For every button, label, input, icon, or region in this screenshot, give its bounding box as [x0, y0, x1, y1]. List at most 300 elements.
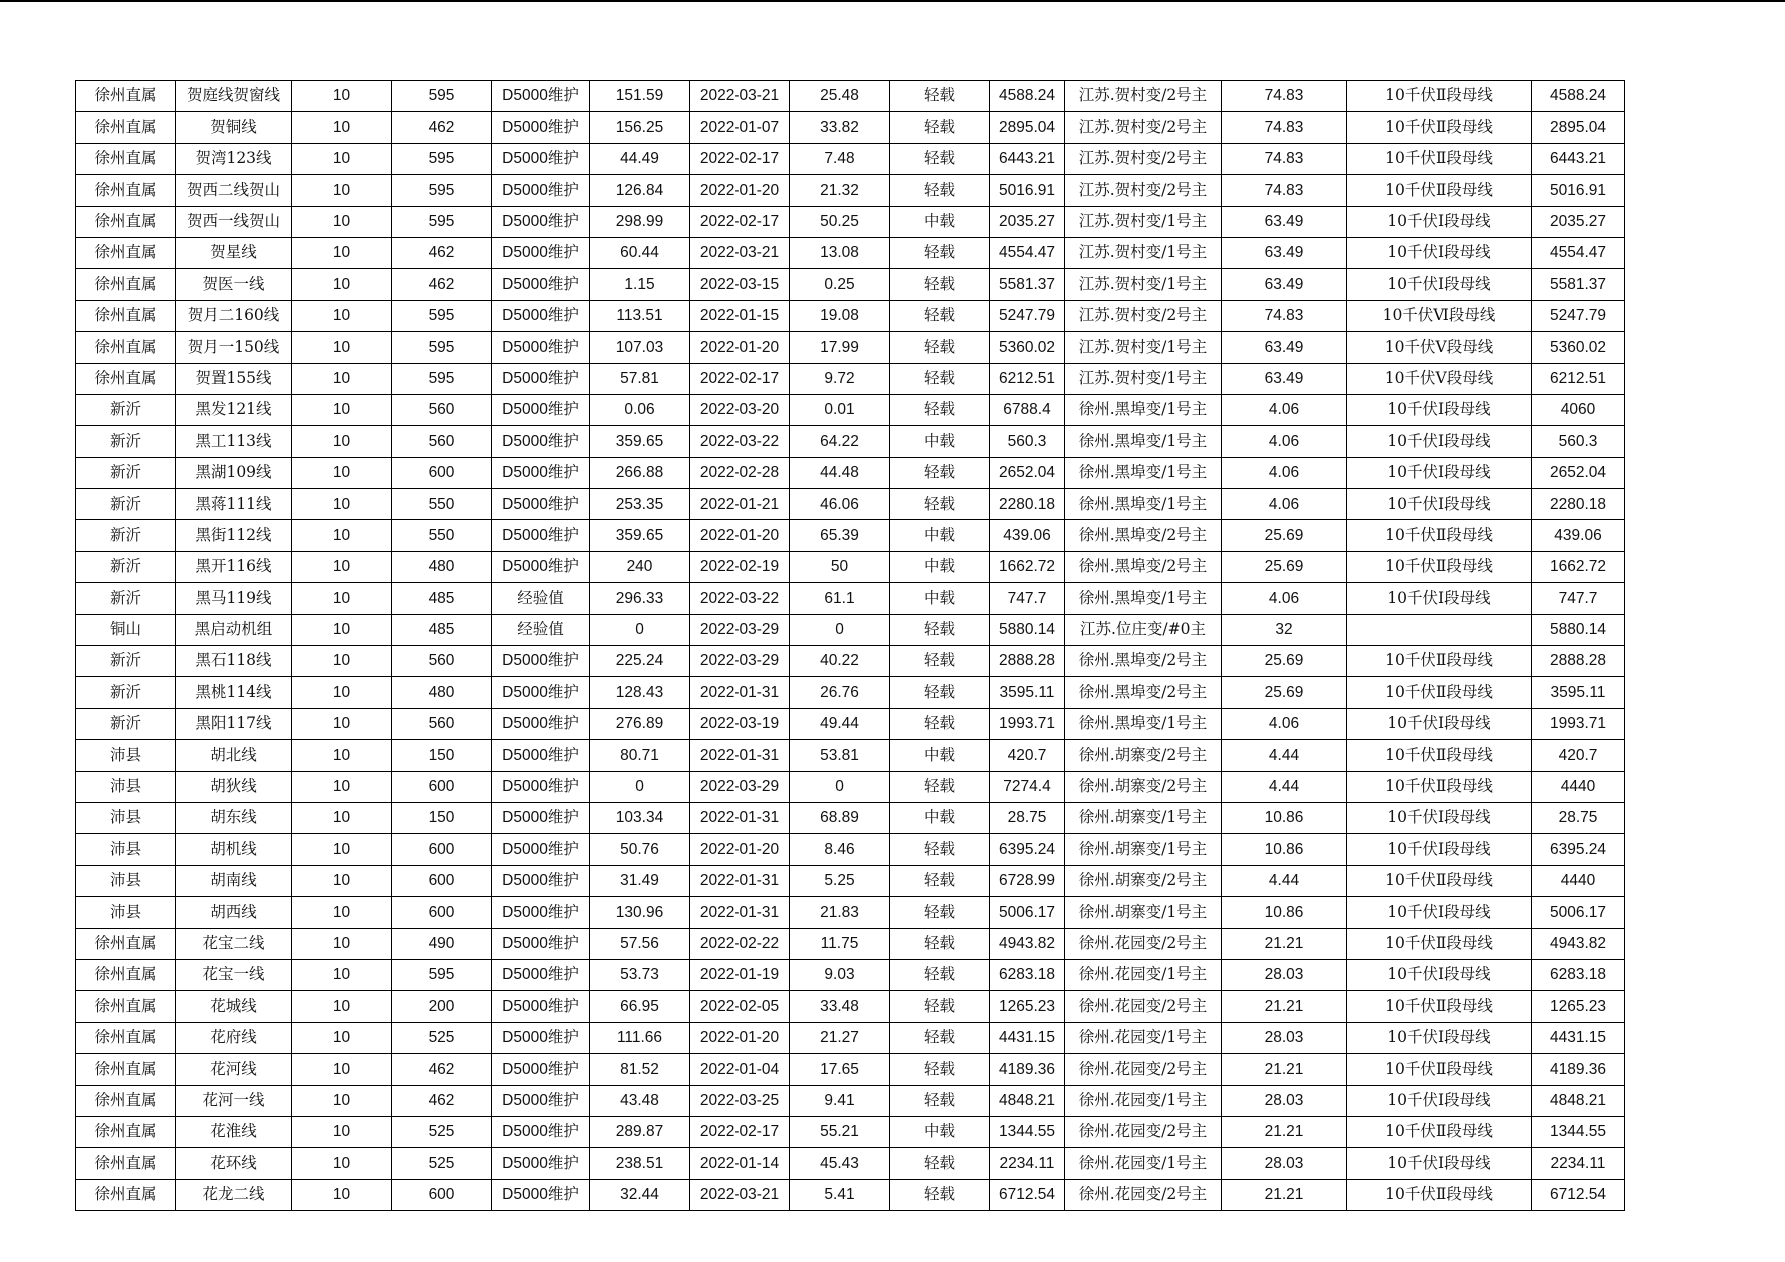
capacity-cell: 595 [392, 206, 492, 237]
bus-cell: 10千伏Ⅰ段母线 [1347, 802, 1532, 833]
load-level-cell: 轻载 [890, 1054, 990, 1085]
margin-cell: 4848.21 [990, 1085, 1065, 1116]
line-name-cell: 黑街112线 [176, 520, 292, 551]
capacity-cell: 600 [392, 834, 492, 865]
capacity-cell: 462 [392, 237, 492, 268]
load-level-cell: 中载 [890, 740, 990, 771]
available-cell: 4189.36 [1532, 1054, 1625, 1085]
capacity-cell: 525 [392, 1148, 492, 1179]
line-name-cell: 贺铜线 [176, 112, 292, 143]
voltage-cell: 10 [292, 646, 392, 677]
date-cell: 2022-01-14 [690, 1148, 790, 1179]
margin-cell: 6212.51 [990, 363, 1065, 394]
date-cell: 2022-02-17 [690, 1116, 790, 1147]
load-level-cell: 中载 [890, 426, 990, 457]
voltage-cell: 10 [292, 237, 392, 268]
load-rate-cell: 21.27 [790, 1022, 890, 1053]
substation-cell: 徐州.花园变/2号主 [1065, 1179, 1222, 1210]
voltage-cell: 10 [292, 708, 392, 739]
current-cell: 1.15 [590, 269, 690, 300]
capacity-cell: 150 [392, 740, 492, 771]
available-cell: 4943.82 [1532, 928, 1625, 959]
voltage-cell: 10 [292, 959, 392, 990]
bus-cell: 10千伏Ⅰ段母线 [1347, 457, 1532, 488]
margin-cell: 1344.55 [990, 1116, 1065, 1147]
transformer-load-cell: 28.03 [1222, 1148, 1347, 1179]
margin-cell: 5247.79 [990, 300, 1065, 331]
org-cell: 新沂 [76, 394, 176, 425]
current-cell: 43.48 [590, 1085, 690, 1116]
margin-cell: 7274.4 [990, 771, 1065, 802]
current-cell: 225.24 [590, 646, 690, 677]
load-level-cell: 轻载 [890, 363, 990, 394]
bus-cell: 10千伏Ⅱ段母线 [1347, 1179, 1532, 1210]
capacity-cell: 485 [392, 614, 492, 645]
substation-cell: 徐州.黑埠变/1号主 [1065, 708, 1222, 739]
bus-cell: 10千伏Ⅱ段母线 [1347, 551, 1532, 582]
available-cell: 6283.18 [1532, 959, 1625, 990]
available-cell: 1344.55 [1532, 1116, 1625, 1147]
available-cell: 2888.28 [1532, 646, 1625, 677]
available-cell: 6443.21 [1532, 143, 1625, 174]
line-name-cell: 黑发121线 [176, 394, 292, 425]
current-cell: 128.43 [590, 677, 690, 708]
current-cell: 60.44 [590, 237, 690, 268]
table-row [76, 1179, 1625, 1210]
table-row [76, 614, 1625, 645]
bus-cell: 10千伏Ⅰ段母线 [1347, 426, 1532, 457]
margin-cell: 3595.11 [990, 677, 1065, 708]
load-rate-cell: 0.01 [790, 394, 890, 425]
load-rate-cell: 13.08 [790, 237, 890, 268]
date-cell: 2022-01-31 [690, 897, 790, 928]
voltage-cell: 10 [292, 1116, 392, 1147]
table-row [76, 865, 1625, 896]
org-cell: 徐州直属 [76, 237, 176, 268]
table-row [76, 928, 1625, 959]
current-cell: 298.99 [590, 206, 690, 237]
date-cell: 2022-03-29 [690, 646, 790, 677]
line-name-cell: 贺庭线贺窗线 [176, 81, 292, 112]
capacity-cell: 595 [392, 363, 492, 394]
load-rate-cell: 68.89 [790, 802, 890, 833]
org-cell: 新沂 [76, 551, 176, 582]
load-rate-cell: 25.48 [790, 81, 890, 112]
line-name-cell: 胡南线 [176, 865, 292, 896]
date-cell: 2022-03-21 [690, 1179, 790, 1210]
voltage-cell: 10 [292, 834, 392, 865]
load-level-cell: 轻载 [890, 175, 990, 206]
org-cell: 徐州直属 [76, 332, 176, 363]
load-level-cell: 轻载 [890, 300, 990, 331]
transformer-load-cell: 21.21 [1222, 1054, 1347, 1085]
bus-cell: 10千伏Ⅱ段母线 [1347, 646, 1532, 677]
bus-cell: 10千伏Ⅵ段母线 [1347, 300, 1532, 331]
date-cell: 2022-01-19 [690, 959, 790, 990]
capacity-cell: 490 [392, 928, 492, 959]
org-cell: 新沂 [76, 457, 176, 488]
available-cell: 4440 [1532, 771, 1625, 802]
voltage-cell: 10 [292, 81, 392, 112]
line-name-cell: 花淮线 [176, 1116, 292, 1147]
transformer-load-cell: 74.83 [1222, 143, 1347, 174]
method-cell: D5000维护 [492, 646, 590, 677]
load-rate-cell: 53.81 [790, 740, 890, 771]
available-cell: 2895.04 [1532, 112, 1625, 143]
transformer-load-cell: 63.49 [1222, 332, 1347, 363]
method-cell: D5000维护 [492, 991, 590, 1022]
org-cell: 徐州直属 [76, 143, 176, 174]
current-cell: 151.59 [590, 81, 690, 112]
voltage-cell: 10 [292, 740, 392, 771]
voltage-cell: 10 [292, 614, 392, 645]
line-name-cell: 贺湾123线 [176, 143, 292, 174]
current-cell: 44.49 [590, 143, 690, 174]
table-row [76, 394, 1625, 425]
margin-cell: 2035.27 [990, 206, 1065, 237]
load-level-cell: 轻载 [890, 237, 990, 268]
method-cell: D5000维护 [492, 677, 590, 708]
substation-cell: 徐州.胡寨变/1号主 [1065, 802, 1222, 833]
load-rate-cell: 9.41 [790, 1085, 890, 1116]
substation-cell: 江苏.贺村变/2号主 [1065, 112, 1222, 143]
load-rate-cell: 21.32 [790, 175, 890, 206]
date-cell: 2022-03-22 [690, 426, 790, 457]
available-cell: 5581.37 [1532, 269, 1625, 300]
org-cell: 新沂 [76, 583, 176, 614]
table-row [76, 489, 1625, 520]
load-rate-cell: 5.25 [790, 865, 890, 896]
capacity-cell: 560 [392, 646, 492, 677]
bus-cell: 10千伏Ⅱ段母线 [1347, 1116, 1532, 1147]
transformer-load-cell: 74.83 [1222, 81, 1347, 112]
bus-cell: 10千伏Ⅱ段母线 [1347, 175, 1532, 206]
transformer-load-cell: 4.06 [1222, 457, 1347, 488]
margin-cell: 6283.18 [990, 959, 1065, 990]
margin-cell: 747.7 [990, 583, 1065, 614]
method-cell: D5000维护 [492, 394, 590, 425]
table-row [76, 771, 1625, 802]
transformer-load-cell: 10.86 [1222, 834, 1347, 865]
date-cell: 2022-03-21 [690, 237, 790, 268]
load-rate-cell: 9.72 [790, 363, 890, 394]
substation-cell: 徐州.胡寨变/2号主 [1065, 771, 1222, 802]
current-cell: 156.25 [590, 112, 690, 143]
method-cell: D5000维护 [492, 1179, 590, 1210]
load-rate-cell: 33.82 [790, 112, 890, 143]
date-cell: 2022-01-31 [690, 865, 790, 896]
current-cell: 126.84 [590, 175, 690, 206]
method-cell: D5000维护 [492, 1116, 590, 1147]
table-row [76, 583, 1625, 614]
current-cell: 359.65 [590, 520, 690, 551]
bus-cell: 10千伏Ⅱ段母线 [1347, 865, 1532, 896]
table-row [76, 991, 1625, 1022]
transformer-load-cell: 28.03 [1222, 1085, 1347, 1116]
table-row [76, 206, 1625, 237]
line-name-cell: 贺医一线 [176, 269, 292, 300]
bus-cell: 10千伏Ⅰ段母线 [1347, 394, 1532, 425]
date-cell: 2022-01-20 [690, 520, 790, 551]
substation-cell: 徐州.花园变/2号主 [1065, 928, 1222, 959]
line-name-cell: 黑马119线 [176, 583, 292, 614]
date-cell: 2022-02-17 [690, 206, 790, 237]
substation-cell: 徐州.黑埠变/1号主 [1065, 583, 1222, 614]
bus-cell: 10千伏Ⅰ段母线 [1347, 206, 1532, 237]
load-level-cell: 轻载 [890, 991, 990, 1022]
date-cell: 2022-01-31 [690, 677, 790, 708]
substation-cell: 徐州.花园变/1号主 [1065, 1022, 1222, 1053]
org-cell: 徐州直属 [76, 1179, 176, 1210]
margin-cell: 1993.71 [990, 708, 1065, 739]
margin-cell: 1662.72 [990, 551, 1065, 582]
load-level-cell: 轻载 [890, 959, 990, 990]
load-rate-cell: 11.75 [790, 928, 890, 959]
org-cell: 新沂 [76, 646, 176, 677]
bus-cell: 10千伏Ⅰ段母线 [1347, 897, 1532, 928]
method-cell: D5000维护 [492, 457, 590, 488]
method-cell: D5000维护 [492, 1085, 590, 1116]
current-cell: 0 [590, 771, 690, 802]
date-cell: 2022-02-19 [690, 551, 790, 582]
current-cell: 31.49 [590, 865, 690, 896]
table-row [76, 1022, 1625, 1053]
capacity-cell: 462 [392, 1054, 492, 1085]
bus-cell: 10千伏Ⅴ段母线 [1347, 332, 1532, 363]
method-cell: D5000维护 [492, 802, 590, 833]
capacity-cell: 480 [392, 677, 492, 708]
load-rate-cell: 21.83 [790, 897, 890, 928]
bus-cell: 10千伏Ⅱ段母线 [1347, 81, 1532, 112]
bus-cell: 10千伏Ⅱ段母线 [1347, 143, 1532, 174]
date-cell: 2022-02-22 [690, 928, 790, 959]
load-rate-cell: 17.99 [790, 332, 890, 363]
current-cell: 57.81 [590, 363, 690, 394]
line-name-cell: 花河一线 [176, 1085, 292, 1116]
line-name-cell: 贺星线 [176, 237, 292, 268]
date-cell: 2022-03-20 [690, 394, 790, 425]
substation-cell: 江苏.贺村变/2号主 [1065, 300, 1222, 331]
org-cell: 徐州直属 [76, 928, 176, 959]
margin-cell: 1265.23 [990, 991, 1065, 1022]
load-level-cell: 轻载 [890, 394, 990, 425]
transformer-load-cell: 74.83 [1222, 112, 1347, 143]
available-cell: 6395.24 [1532, 834, 1625, 865]
transformer-load-cell: 32 [1222, 614, 1347, 645]
org-cell: 新沂 [76, 677, 176, 708]
margin-cell: 560.3 [990, 426, 1065, 457]
margin-cell: 2280.18 [990, 489, 1065, 520]
transformer-load-cell: 63.49 [1222, 206, 1347, 237]
margin-cell: 2895.04 [990, 112, 1065, 143]
method-cell: D5000维护 [492, 1148, 590, 1179]
bus-cell: 10千伏Ⅱ段母线 [1347, 677, 1532, 708]
method-cell: D5000维护 [492, 300, 590, 331]
margin-cell: 4431.15 [990, 1022, 1065, 1053]
load-level-cell: 中载 [890, 520, 990, 551]
load-level-cell: 轻载 [890, 771, 990, 802]
load-rate-cell: 0 [790, 771, 890, 802]
table-row [76, 363, 1625, 394]
load-level-cell: 轻载 [890, 269, 990, 300]
margin-cell: 2234.11 [990, 1148, 1065, 1179]
method-cell: D5000维护 [492, 865, 590, 896]
line-name-cell: 黑湖109线 [176, 457, 292, 488]
table-body [76, 81, 1625, 1211]
current-cell: 240 [590, 551, 690, 582]
margin-cell: 4554.47 [990, 237, 1065, 268]
line-name-cell: 花环线 [176, 1148, 292, 1179]
date-cell: 2022-01-04 [690, 1054, 790, 1085]
capacity-cell: 600 [392, 457, 492, 488]
transformer-load-cell: 21.21 [1222, 1116, 1347, 1147]
table-row [76, 646, 1625, 677]
date-cell: 2022-02-17 [690, 143, 790, 174]
available-cell: 5016.91 [1532, 175, 1625, 206]
date-cell: 2022-01-31 [690, 802, 790, 833]
load-rate-cell: 65.39 [790, 520, 890, 551]
capacity-cell: 600 [392, 865, 492, 896]
org-cell: 新沂 [76, 520, 176, 551]
org-cell: 徐州直属 [76, 991, 176, 1022]
capacity-cell: 200 [392, 991, 492, 1022]
load-rate-cell: 45.43 [790, 1148, 890, 1179]
line-name-cell: 黑阳117线 [176, 708, 292, 739]
load-rate-cell: 0.25 [790, 269, 890, 300]
transformer-load-cell: 28.03 [1222, 1022, 1347, 1053]
method-cell: D5000维护 [492, 269, 590, 300]
transformer-load-cell: 63.49 [1222, 269, 1347, 300]
margin-cell: 28.75 [990, 802, 1065, 833]
available-cell: 4588.24 [1532, 81, 1625, 112]
date-cell: 2022-01-07 [690, 112, 790, 143]
substation-cell: 江苏.贺村变/2号主 [1065, 143, 1222, 174]
load-level-cell: 中载 [890, 802, 990, 833]
date-cell: 2022-03-29 [690, 771, 790, 802]
method-cell: D5000维护 [492, 143, 590, 174]
transformer-load-cell: 25.69 [1222, 520, 1347, 551]
available-cell: 5247.79 [1532, 300, 1625, 331]
voltage-cell: 10 [292, 802, 392, 833]
capacity-cell: 525 [392, 1116, 492, 1147]
line-name-cell: 花城线 [176, 991, 292, 1022]
substation-cell: 徐州.黑埠变/2号主 [1065, 520, 1222, 551]
substation-cell: 江苏.位庄变/#0主 [1065, 614, 1222, 645]
margin-cell: 5016.91 [990, 175, 1065, 206]
margin-cell: 6712.54 [990, 1179, 1065, 1210]
transformer-load-cell: 21.21 [1222, 991, 1347, 1022]
org-cell: 徐州直属 [76, 1116, 176, 1147]
margin-cell: 2888.28 [990, 646, 1065, 677]
current-cell: 276.89 [590, 708, 690, 739]
table-row [76, 269, 1625, 300]
current-cell: 80.71 [590, 740, 690, 771]
load-level-cell: 轻载 [890, 865, 990, 896]
data-table [75, 80, 1625, 1211]
table-row [76, 740, 1625, 771]
bus-cell: 10千伏Ⅰ段母线 [1347, 959, 1532, 990]
available-cell: 5006.17 [1532, 897, 1625, 928]
table-row [76, 426, 1625, 457]
method-cell: D5000维护 [492, 489, 590, 520]
available-cell: 2652.04 [1532, 457, 1625, 488]
load-rate-cell: 61.1 [790, 583, 890, 614]
table-row [76, 959, 1625, 990]
method-cell: D5000维护 [492, 740, 590, 771]
transformer-load-cell: 4.06 [1222, 583, 1347, 614]
date-cell: 2022-01-15 [690, 300, 790, 331]
voltage-cell: 10 [292, 583, 392, 614]
table-row [76, 1148, 1625, 1179]
table-row [76, 332, 1625, 363]
load-level-cell: 轻载 [890, 897, 990, 928]
org-cell: 徐州直属 [76, 1085, 176, 1116]
line-name-cell: 胡东线 [176, 802, 292, 833]
available-cell: 2280.18 [1532, 489, 1625, 520]
capacity-cell: 550 [392, 489, 492, 520]
voltage-cell: 10 [292, 269, 392, 300]
date-cell: 2022-01-31 [690, 740, 790, 771]
load-rate-cell: 9.03 [790, 959, 890, 990]
bus-cell: 10千伏Ⅰ段母线 [1347, 708, 1532, 739]
load-rate-cell: 49.44 [790, 708, 890, 739]
current-cell: 253.35 [590, 489, 690, 520]
substation-cell: 徐州.花园变/1号主 [1065, 1148, 1222, 1179]
load-rate-cell: 26.76 [790, 677, 890, 708]
available-cell: 4554.47 [1532, 237, 1625, 268]
transformer-load-cell: 21.21 [1222, 928, 1347, 959]
org-cell: 徐州直属 [76, 175, 176, 206]
load-rate-cell: 17.65 [790, 1054, 890, 1085]
load-rate-cell: 55.21 [790, 1116, 890, 1147]
line-name-cell: 贺月一150线 [176, 332, 292, 363]
load-rate-cell: 0 [790, 614, 890, 645]
load-rate-cell: 40.22 [790, 646, 890, 677]
load-level-cell: 轻载 [890, 834, 990, 865]
table-row [76, 802, 1625, 833]
available-cell: 420.7 [1532, 740, 1625, 771]
substation-cell: 徐州.黑埠变/2号主 [1065, 646, 1222, 677]
voltage-cell: 10 [292, 1179, 392, 1210]
org-cell: 沛县 [76, 834, 176, 865]
line-name-cell: 黑蒋111线 [176, 489, 292, 520]
available-cell: 747.7 [1532, 583, 1625, 614]
org-cell: 新沂 [76, 708, 176, 739]
table-row [76, 143, 1625, 174]
voltage-cell: 10 [292, 520, 392, 551]
voltage-cell: 10 [292, 143, 392, 174]
load-rate-cell: 50.25 [790, 206, 890, 237]
available-cell: 4060 [1532, 394, 1625, 425]
transformer-load-cell: 21.21 [1222, 1179, 1347, 1210]
substation-cell: 徐州.黑埠变/2号主 [1065, 551, 1222, 582]
line-name-cell: 胡机线 [176, 834, 292, 865]
bus-cell [1347, 614, 1532, 645]
load-level-cell: 轻载 [890, 1022, 990, 1053]
capacity-cell: 485 [392, 583, 492, 614]
line-name-cell: 花府线 [176, 1022, 292, 1053]
available-cell: 5360.02 [1532, 332, 1625, 363]
load-rate-cell: 64.22 [790, 426, 890, 457]
method-cell: D5000维护 [492, 551, 590, 582]
load-level-cell: 轻载 [890, 708, 990, 739]
date-cell: 2022-03-19 [690, 708, 790, 739]
org-cell: 徐州直属 [76, 959, 176, 990]
transformer-load-cell: 25.69 [1222, 677, 1347, 708]
voltage-cell: 10 [292, 363, 392, 394]
substation-cell: 徐州.黑埠变/2号主 [1065, 677, 1222, 708]
available-cell: 1265.23 [1532, 991, 1625, 1022]
